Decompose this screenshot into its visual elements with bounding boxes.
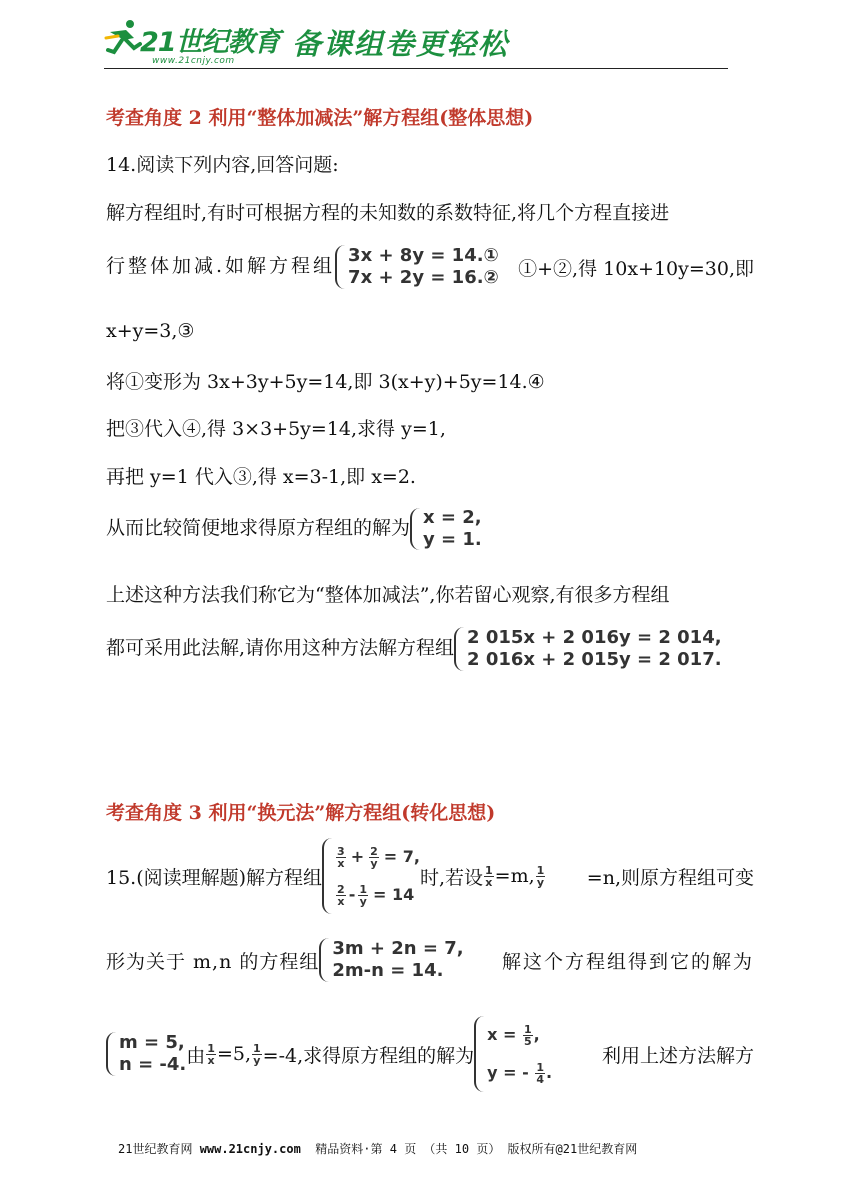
footer-site-link[interactable]: www.21cnjy.com [199, 1142, 301, 1156]
brand-url: www.21cnjy.com [152, 56, 235, 66]
q15-line2 [106, 938, 754, 982]
runner-logo-icon [104, 18, 142, 58]
section-heading-3: 考查角度 3 利用“换元法”解方程组(转化思想) [106, 802, 496, 824]
q14-line7 [106, 507, 482, 551]
example-eq2: 7x + 2y = 16.② [348, 267, 499, 288]
task-eq1: 2 015x + 2 016y = 2 014, [467, 627, 722, 648]
example-eq1: 3x + 8y = 14.① [348, 245, 499, 266]
brace-icon [106, 1032, 117, 1076]
original-equation-system: $\frac{3}{x}$ + $\frac{2}{y}$ = 7, $\frac{2}{x}$ - $\frac{1}{y}$ = 14 [322, 838, 420, 914]
q15-line3: m = 5, n = -4. 由 $\frac{1}{x}$ =5, $\frac{1}{y}$ =-4,求得原方程组的解为 x = $\frac{1}{5}$ , y = - $\frac{1}{4}$ . 利用上述方法解方 [106, 1016, 754, 1092]
task-equation-system [454, 627, 722, 671]
brace-icon [474, 1016, 485, 1092]
brace-icon [454, 627, 465, 671]
brace-icon [322, 838, 333, 914]
q15-by: 由 [186, 1044, 206, 1067]
fraction-1-over-x: $\frac{1}{x}$ [485, 863, 493, 889]
q14-line9-pre: 都可采用此法解,请你用这种方法解方程组 [106, 637, 455, 659]
q14-line3: x+y=3,③ [106, 320, 195, 342]
section-heading-2: 考查角度 2 利用“整体加减法”解方程组(整体思想) [106, 107, 534, 129]
task-eq2: 2 016x + 2 015y = 2 017. [467, 649, 722, 670]
header-slogan: 备课组卷更轻松 [292, 27, 510, 61]
q15-line2-post: 解这个方程组得到它的解为 [501, 950, 754, 973]
q14-line4: 将①变形为 3x+3y+5y=14,即 3(x+y)+5y=14.④ [106, 371, 545, 393]
brace-icon [335, 245, 346, 289]
q14-line9 [106, 627, 722, 671]
brace-icon [319, 938, 330, 982]
example-solution [410, 507, 482, 551]
q15-tail: 利用上述方法解方 [601, 1044, 754, 1067]
q14-line2-pre: 行整体加减.如解方程组 [106, 255, 336, 277]
brace-icon [410, 508, 421, 550]
q14-line8: 上述这种方法我们称它为“整体加减法”,你若留心观察,有很多方程组 [106, 584, 670, 606]
q14-line2 [106, 245, 754, 289]
original-solution: x = $\frac{1}{5}$ , y = - $\frac{1}{4}$ . [474, 1016, 552, 1092]
example-sol1: x = 2, [423, 507, 482, 528]
mn-solution: m = 5, n = -4. [106, 1032, 186, 1076]
q14-line2-post: ①+②,得 10x+10y=30,即 [518, 257, 754, 280]
q14-line5: 把③代入④,得 3×3+5y=14,求得 y=1, [106, 418, 446, 440]
q15-set-m: =m, [494, 865, 535, 887]
q14-intro: 14.阅读下列内容,回答问题: [106, 154, 339, 176]
brand-logo-text: 21世纪教育 [140, 27, 280, 58]
footer-right: 精品资料·第 4 页 （共 10 页） 版权所有@21世纪教育网 [300, 1142, 638, 1156]
page-footer [118, 1140, 637, 1157]
q15-line2-pre: 形为关于 m,n 的方程组 [106, 950, 320, 973]
q15-mid1: 时,若设 [419, 866, 483, 889]
header-divider [104, 68, 728, 69]
footer-left: 21世纪教育网 [118, 1142, 200, 1156]
example-sol2: y = 1. [423, 529, 482, 550]
q14-line1: 解方程组时,有时可根据方程的未知数的系数特征,将几个方程直接进 [106, 202, 670, 224]
fraction-1-over-y: $\frac{1}{y}$ [536, 863, 545, 889]
q14-line6: 再把 y=1 代入③,得 x=3-1,即 x=2. [106, 466, 416, 488]
mn-equation-system: 3m + 2n = 7, 2m-n = 14. [319, 938, 463, 982]
q15-pre: 15.(阅读理解题)解方程组 [106, 866, 323, 889]
q14-line7-pre: 从而比较简便地求得原方程组的解为 [106, 517, 411, 539]
q15-by-y-val: =-4,求得原方程组的解为 [262, 1044, 475, 1067]
page-header [104, 14, 728, 72]
q15-set-n: =n,则原方程组可变 [586, 866, 754, 889]
example-equation-system [335, 245, 499, 289]
q15-line1 [106, 838, 754, 914]
